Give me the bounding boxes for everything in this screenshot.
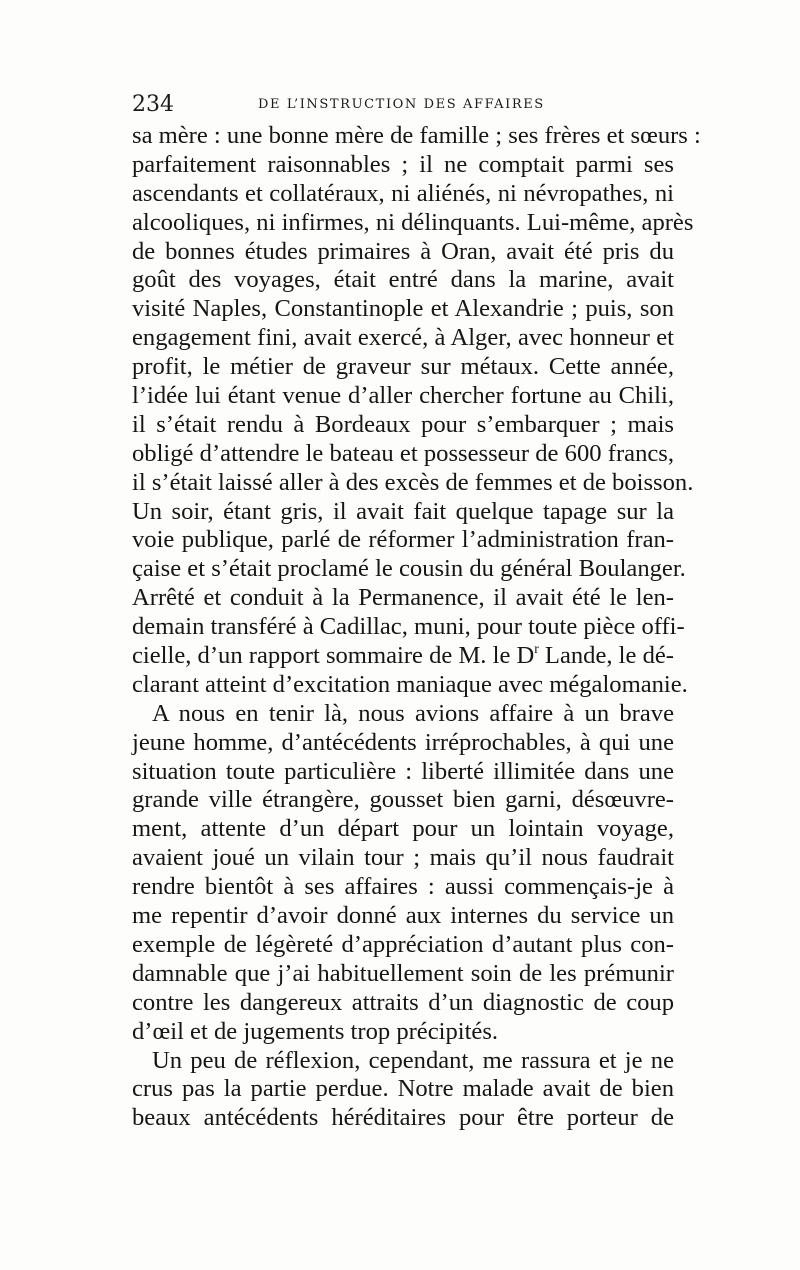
text-line: engagement fini, avait exercé, à Alger, avec honneur et <box>132 324 674 352</box>
superscript: r <box>534 640 539 656</box>
text-line: visité Naples, Constantinople et Alexandrie ; puis, son <box>132 295 674 323</box>
text-line: sa mère : une bonne mère de famille ; ses frères et sœurs : <box>132 122 701 149</box>
paragraph-start-line: Un peu de réflexion, cependant, me rassura et je ne <box>152 1046 674 1074</box>
text-line: ascendants et collatéraux, ni aliénés, ni névropathes, ni <box>132 179 674 207</box>
text-line: contre les dangereux attraits d’un diagnostic de coup <box>132 988 674 1016</box>
text-line: jeune homme, d’antécédents irréprochables, à qui une <box>132 728 674 756</box>
text-line: demain transféré à Cadillac, muni, pour toute pièce offi- <box>132 613 685 641</box>
text-line: il s’était rendu à Bordeaux pour s’embarquer ; mais <box>132 410 674 438</box>
line-part: Lande, le dé- <box>538 642 674 670</box>
text-line: crus pas la partie perdue. Notre malade avait de bien <box>132 1075 674 1103</box>
text-line: de bonnes études primaires à Oran, avait été pris du <box>132 237 674 265</box>
text-line-with-superscript <box>132 642 674 671</box>
line-part: cielle, d’un rapport sommaire de M. le D <box>132 642 535 670</box>
text-line: rendre bientôt à ses affaires : aussi commençais-je à <box>132 873 674 901</box>
text-line: damnable que j’ai habituellement soin de les prémunir <box>132 959 674 987</box>
text-line: avaient joué un vilain tour ; mais qu’il nous faudrait <box>132 844 674 872</box>
page-number: 234 <box>132 92 174 117</box>
text-line: alcooliques, ni infirmes, ni délinquants. Lui-même, après <box>132 208 694 236</box>
text-line: d’œil et de jugements trop précipités. <box>132 1017 499 1045</box>
text-line: grande ville étrangère, gousset bien garni, désœuvre- <box>132 786 674 814</box>
text-line: Arrêté et conduit à la Permanence, il avait été le len- <box>132 584 674 612</box>
body-text <box>132 122 701 1133</box>
text-line: ment, attente d’un départ pour un lointain voyage, <box>132 815 674 843</box>
text-line: il s’était laissé aller à des excès de femmes et de boisson. <box>132 468 694 496</box>
text-line: goût des voyages, était entré dans la marine, avait <box>132 266 674 294</box>
text-line: beaux antécédents héréditaires pour être porteur de <box>132 1104 674 1132</box>
text-line: l’idée lui étant venue d’aller chercher fortune au Chili, <box>132 382 674 410</box>
text-line: çaise et s’était proclamé le cousin du général Boulanger. <box>132 555 686 583</box>
text-line: parfaitement raisonnables ; il ne comptait parmi ses <box>132 150 674 178</box>
running-title: DE L’INSTRUCTION DES AFFAIRES <box>258 97 545 112</box>
text-line: exemple de légèreté d’appréciation d’autant plus con- <box>132 930 674 958</box>
text-line: me repentir d’avoir donné aux internes du service un <box>132 902 674 930</box>
text-line: Un soir, étant gris, il avait fait quelque tapage sur la <box>132 497 674 525</box>
text-line: voie publique, parlé de réformer l’administration fran- <box>132 526 674 554</box>
running-head <box>132 92 672 118</box>
text-line: situation toute particulière : liberté illimitée dans une <box>132 757 674 785</box>
text-line: profit, le métier de graveur sur métaux. Cette année, <box>132 353 674 381</box>
paragraph-start-line: A nous en tenir là, nous avions affaire à un brave <box>152 699 674 727</box>
text-line: obligé d’attendre le bateau et possesseur de 600 francs, <box>132 439 674 467</box>
text-line: clarant atteint d’excitation maniaque avec mégalomanie. <box>132 670 688 698</box>
